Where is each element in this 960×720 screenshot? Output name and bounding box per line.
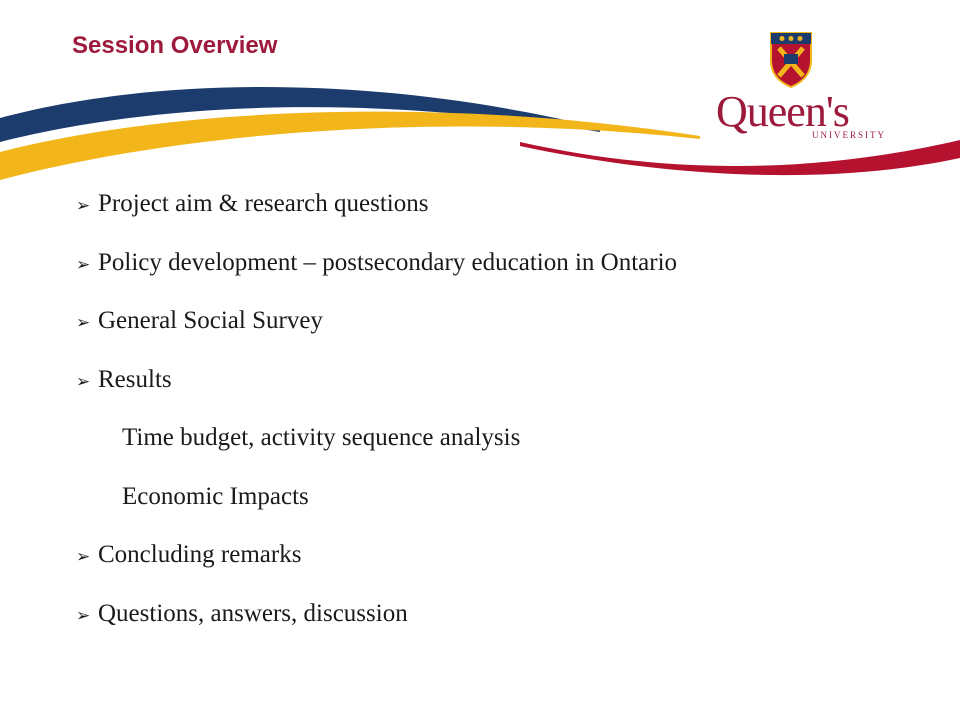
arrow-bullet-icon: ➢ (76, 605, 91, 625)
agenda-item (76, 600, 677, 659)
queens-logo (716, 30, 886, 140)
slide-title: Session Overview (72, 32, 278, 59)
agenda-item-text: Policy development – postsecondary education in Ontario (98, 248, 678, 276)
agenda-subitem-text: Time budget, activity sequence analysis (122, 424, 521, 451)
agenda-item (76, 249, 677, 308)
gold-swoosh (0, 112, 700, 180)
agenda-subitem-text: Economic Impacts (122, 482, 309, 510)
agenda-item (76, 307, 677, 366)
agenda-item (76, 366, 677, 425)
queens-crest-icon (768, 30, 814, 88)
arrow-bullet-icon: ➢ (76, 313, 91, 332)
agenda-subitem (76, 483, 677, 542)
arrow-bullet-icon: ➢ (76, 254, 91, 274)
agenda-item (76, 541, 677, 600)
agenda-list (76, 190, 677, 658)
red-swoosh (520, 140, 960, 175)
queens-wordmark: Queen's (716, 87, 849, 136)
arrow-bullet-icon: ➢ (76, 547, 91, 566)
agenda-item-text: General Social Survey (98, 307, 323, 334)
agenda-subitem (76, 424, 677, 483)
arrow-bullet-icon: ➢ (76, 196, 91, 215)
arrow-bullet-icon: ➢ (76, 371, 91, 391)
agenda-item-text: Concluding remarks (98, 541, 302, 568)
agenda-item-text: Results (98, 365, 172, 393)
agenda-item-text: Questions, answers, discussion (98, 599, 408, 627)
agenda-item (76, 190, 677, 249)
agenda-item-text: Project aim & research questions (98, 190, 429, 217)
university-subtitle: UNIVERSITY (812, 130, 886, 140)
